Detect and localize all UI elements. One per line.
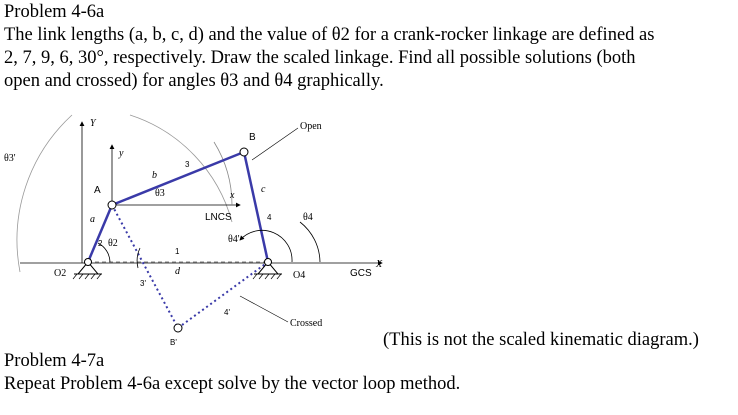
label-num-3-prime: 3' — [140, 279, 146, 288]
open-leader — [252, 128, 298, 160]
pivot-o2 — [73, 259, 102, 280]
label-theta3: θ3 — [155, 188, 165, 199]
problem-4-7a-title: Problem 4-7a — [4, 351, 105, 371]
label-y-global: Y — [90, 118, 96, 129]
label-theta4: θ4 — [303, 212, 313, 223]
label-b-point: B — [249, 132, 256, 143]
label-num-3: 3 — [185, 160, 190, 169]
label-lncs: LNCS — [205, 212, 232, 223]
link-4-rocker-open — [244, 152, 268, 262]
joint-b — [240, 148, 248, 156]
problem-4-6a-text-line-1: The link lengths (a, b, c, d) and the value of θ2 for a crank-rocker linkage are defined as — [4, 25, 655, 45]
label-y-local: y — [119, 148, 124, 159]
label-theta2: θ2 — [108, 238, 118, 249]
label-link-c: c — [261, 184, 266, 195]
label-x-global: X — [376, 259, 383, 270]
label-num-4-prime: 4' — [224, 308, 230, 317]
crossed-leader — [240, 296, 288, 322]
joint-b-prime — [174, 324, 182, 332]
problem-4-7a-text: Repeat Problem 4-6a except solve by the vector loop method. — [4, 374, 461, 394]
diagram-note: (This is not the scaled kinematic diagram.) — [383, 330, 699, 350]
label-link-b: b — [152, 170, 157, 181]
link-3-coupler-open — [112, 152, 244, 205]
problem-4-6a-title: Problem 4-6a — [4, 2, 105, 22]
label-a-point: A — [94, 185, 101, 196]
label-gcs: GCS — [350, 268, 372, 279]
problem-4-6a-text-line-3: open and crossed) for angles θ3 and θ4 graphically. — [4, 71, 384, 91]
label-num-2: 2 — [98, 239, 103, 248]
label-theta3-prime: θ3' — [4, 153, 16, 164]
crank-circle-right — [130, 115, 232, 222]
label-link-d: d — [175, 266, 180, 277]
label-link-a: a — [90, 214, 95, 225]
label-open: Open — [300, 121, 322, 132]
crank-circle — [17, 115, 72, 272]
pivot-o4 — [253, 259, 282, 280]
label-o2: O2 — [54, 268, 67, 279]
label-o4: O4 — [293, 270, 306, 281]
label-x-local: x — [230, 190, 235, 201]
label-crossed: Crossed — [290, 318, 323, 329]
label-num-1: 1 — [175, 247, 180, 256]
label-b-prime-point: B' — [170, 338, 177, 347]
link-3-coupler-crossed — [112, 205, 178, 328]
theta4-arc — [300, 222, 320, 262]
link-4-rocker-crossed — [178, 262, 268, 328]
problem-4-6a-text-line-2: 2, 7, 9, 6, 30°, respectively. Draw the scaled linkage. Find all possible solutions (both — [4, 48, 636, 68]
theta3-prime-arc — [137, 248, 140, 268]
label-num-4: 4 — [267, 213, 272, 222]
linkage-diagram — [0, 105, 738, 350]
label-theta4-prime: θ4' — [228, 234, 240, 245]
joint-a — [108, 201, 116, 209]
